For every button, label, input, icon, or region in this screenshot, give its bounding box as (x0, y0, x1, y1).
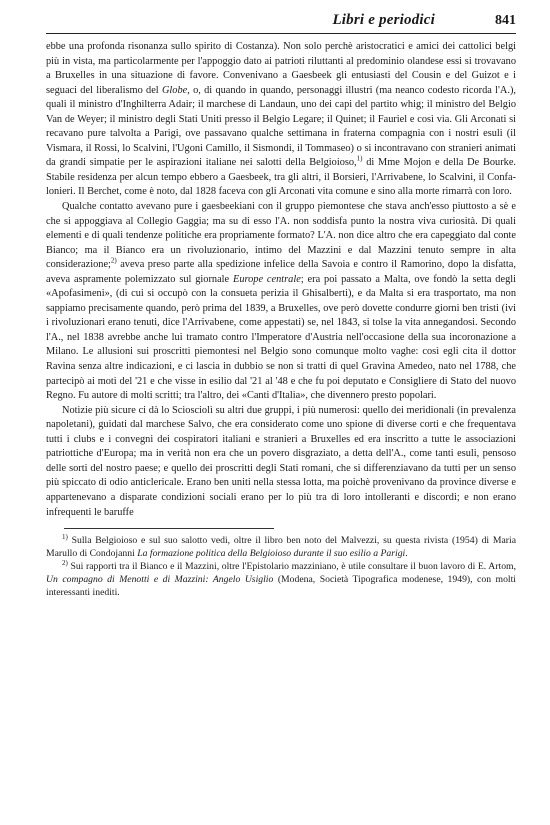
page-header (46, 12, 516, 32)
paragraph (46, 404, 516, 520)
footnotes (46, 534, 516, 599)
text-run: aveva preso parte alla spedizione infelice della Savoia e contro il Ramorino, dopo la disfatta, aveva aspramente polemizzato sul giornale (46, 259, 516, 285)
text-run: Sulla Belgioioso e sul suo salotto vedi, oltre il libro ben noto del Malvezzi, su questa rivista (1954) di Maria Marullo di Condojanni (46, 535, 516, 560)
text-run: . (405, 548, 408, 560)
page-number: 841 (495, 13, 516, 28)
text-run: (Modena, Società Tipografica modenese, 1949), con molti interessanti inediti. (46, 574, 516, 599)
paragraph (46, 40, 516, 200)
footnote-marker: 2) (110, 256, 117, 265)
paragraph (46, 200, 516, 404)
header-rule (46, 33, 516, 34)
footnote-rule (64, 528, 274, 529)
footnote (46, 560, 516, 599)
text-run: ebbe una profonda risonanza sullo spirito di Costanza). Non solo perchè aristocratici e amici dei cattolici belgi più in vista, ma particolarmente per l'appoggio dato ai patrioti riluttanti al predominio olandese essi si trovavano a Bruxelles in una situazione di favore. Convenivano a Gaesbeek gli entusiasti del Cousin e del Guizot e i seguaci del liberalismo del (46, 41, 516, 96)
footnote (46, 534, 516, 560)
italic-text: La formazione politica della Belgioioso durante il suo esilio a Parigi (137, 548, 406, 560)
footnote-marker: 1) (62, 532, 68, 541)
text-run: , o, di quando in quando, personaggi illustri (ma neanco codesto ricorda l'A.), quali il ministro d'Inghilterra Adair; il marchese di Landaun, uno dei capi del partito whig; il ministro del Belgio Van de Weyer; il ministro degli Stati Uniti presso il Belgio Legare; il Quinet; il Fauriel e così via. Gli Arconati si recavano pure talvolta a Parigi, ove passavano qualche settimana in fraterna compagnia con i nostri esuli (il Vismara, il Rossi, lo Scalvini, l'Ugoni Camillo, il Sismondi, il Tommaseo) o si incontravano con stranieri animati da grandi simpatie per le aspirazioni italiane nei salotti della Belgioioso, (46, 84, 516, 169)
text-run: di Mme Mojon e della De Bourke. Stabile residenza per alcun tempo ebbero a Gaesbeek, tra gli altri, il Borsieri, l'Arrivabene, lo Scalvini, il Confalonieri. Il Berchet, come è noto, dal 1828 faceva con gli Arconati vita comune e sino alla morte rimarrà con loro. (46, 157, 516, 198)
italic-text: Un compagno di Menotti e di Mazzini: Angelo Usiglio (46, 574, 274, 586)
footnote-marker: 2) (62, 558, 68, 567)
text-run: Sui rapporti tra il Bianco e il Mazzini, oltre l'Epistolario mazziniano, è utile consultare il buon lavoro di E. Artom, (67, 561, 516, 573)
body-text (46, 40, 516, 520)
text-run: Notizie più sicure ci dà lo Sciosciolì su altri due gruppi, i più numerosi: quello dei meridionali (in prevalenza napoletani), guidati dal marchese Salvo, che era considerato come uno spione di diverse corti e che frequentava tutti i clubs e i convegni dei cospiratori italiani e stranieri a Bruxelles ed era inscritto a tutte le associazioni patriottiche d'Europa; ma in verità non era che un povero disgraziato, a detta dell'A., come tanti esuli, pensoso delle sorti del nostro paese; e quello dei proscritti degli Stati romani, che si differenziavano da tutti per un senso più spiccato di odio anticlericale. Erano ben uniti nella stessa lotta, ma poichè provenivano da province diverse e appartenevano a disparate condizioni sociali erano per lo più tra di loro intolleranti e discordi; e non erano infrequenti le baruffe (46, 404, 516, 518)
running-title: Libri e periodici (332, 12, 435, 28)
footnote-marker: 1) (356, 154, 363, 163)
text-run: ; era poi passato a Malta, ove fondò la setta degli «Apofasimeni», (di cui si occupò con la consueta perizia il Ghisalberti), e da Malta si era trasportato, ma non sappiamo precisamente quando, però prima del 1839, a Bruxelles, ove però dovette condurre giorni ben tristi (ivi i rivoluzionari erano tenuti, dice l'Arrivabene, come appestati) se, nel 1843, si tolse la vita annegandosi. Secondo l'A., nel 1838 avrebbe anche lui tramato contro l'Imperatore d'Austria nell'occasione della sua incoronazione a Milano. Le allusioni sui proscritti piemontesi nel Belgio sono comunque molto vaghe: così egli cita il dottor Ravina senza altre indicazioni, e ci lascia in dubbio se non si tratti di quel Gravina Amedeo, nato nel 1788, che partecipò ai moti del '21 e che visse in esilio dal '21 al '48 e che fu poi deputato e Consigliere di Stato del nuovo Regno. Fu autore di molti scritti; tra l'altro, dei «Canti d'Italia», che divennero presto popolari. (46, 273, 516, 402)
italic-text: Globe (161, 84, 188, 96)
italic-text: Europe centrale (233, 273, 301, 285)
text-run: Qualche contatto avevano pure i gaesbeekiani con il gruppo piemontese che stava anch'esso piuttosto a sè e che si appoggiava al Collegio Gaggia; ma su di esso l'A. non soddisfa punto la nostra viva curiosità. Di quali elementi e di quali tendenze politiche era propriamente formato? L'A. non dice altro che era capeggiato dal conte Bianco; ma il Bianco era un rivoluzionario, intimo del Mazzini e dal Mazzini tenuto sempre in alta considerazione; (46, 201, 516, 271)
